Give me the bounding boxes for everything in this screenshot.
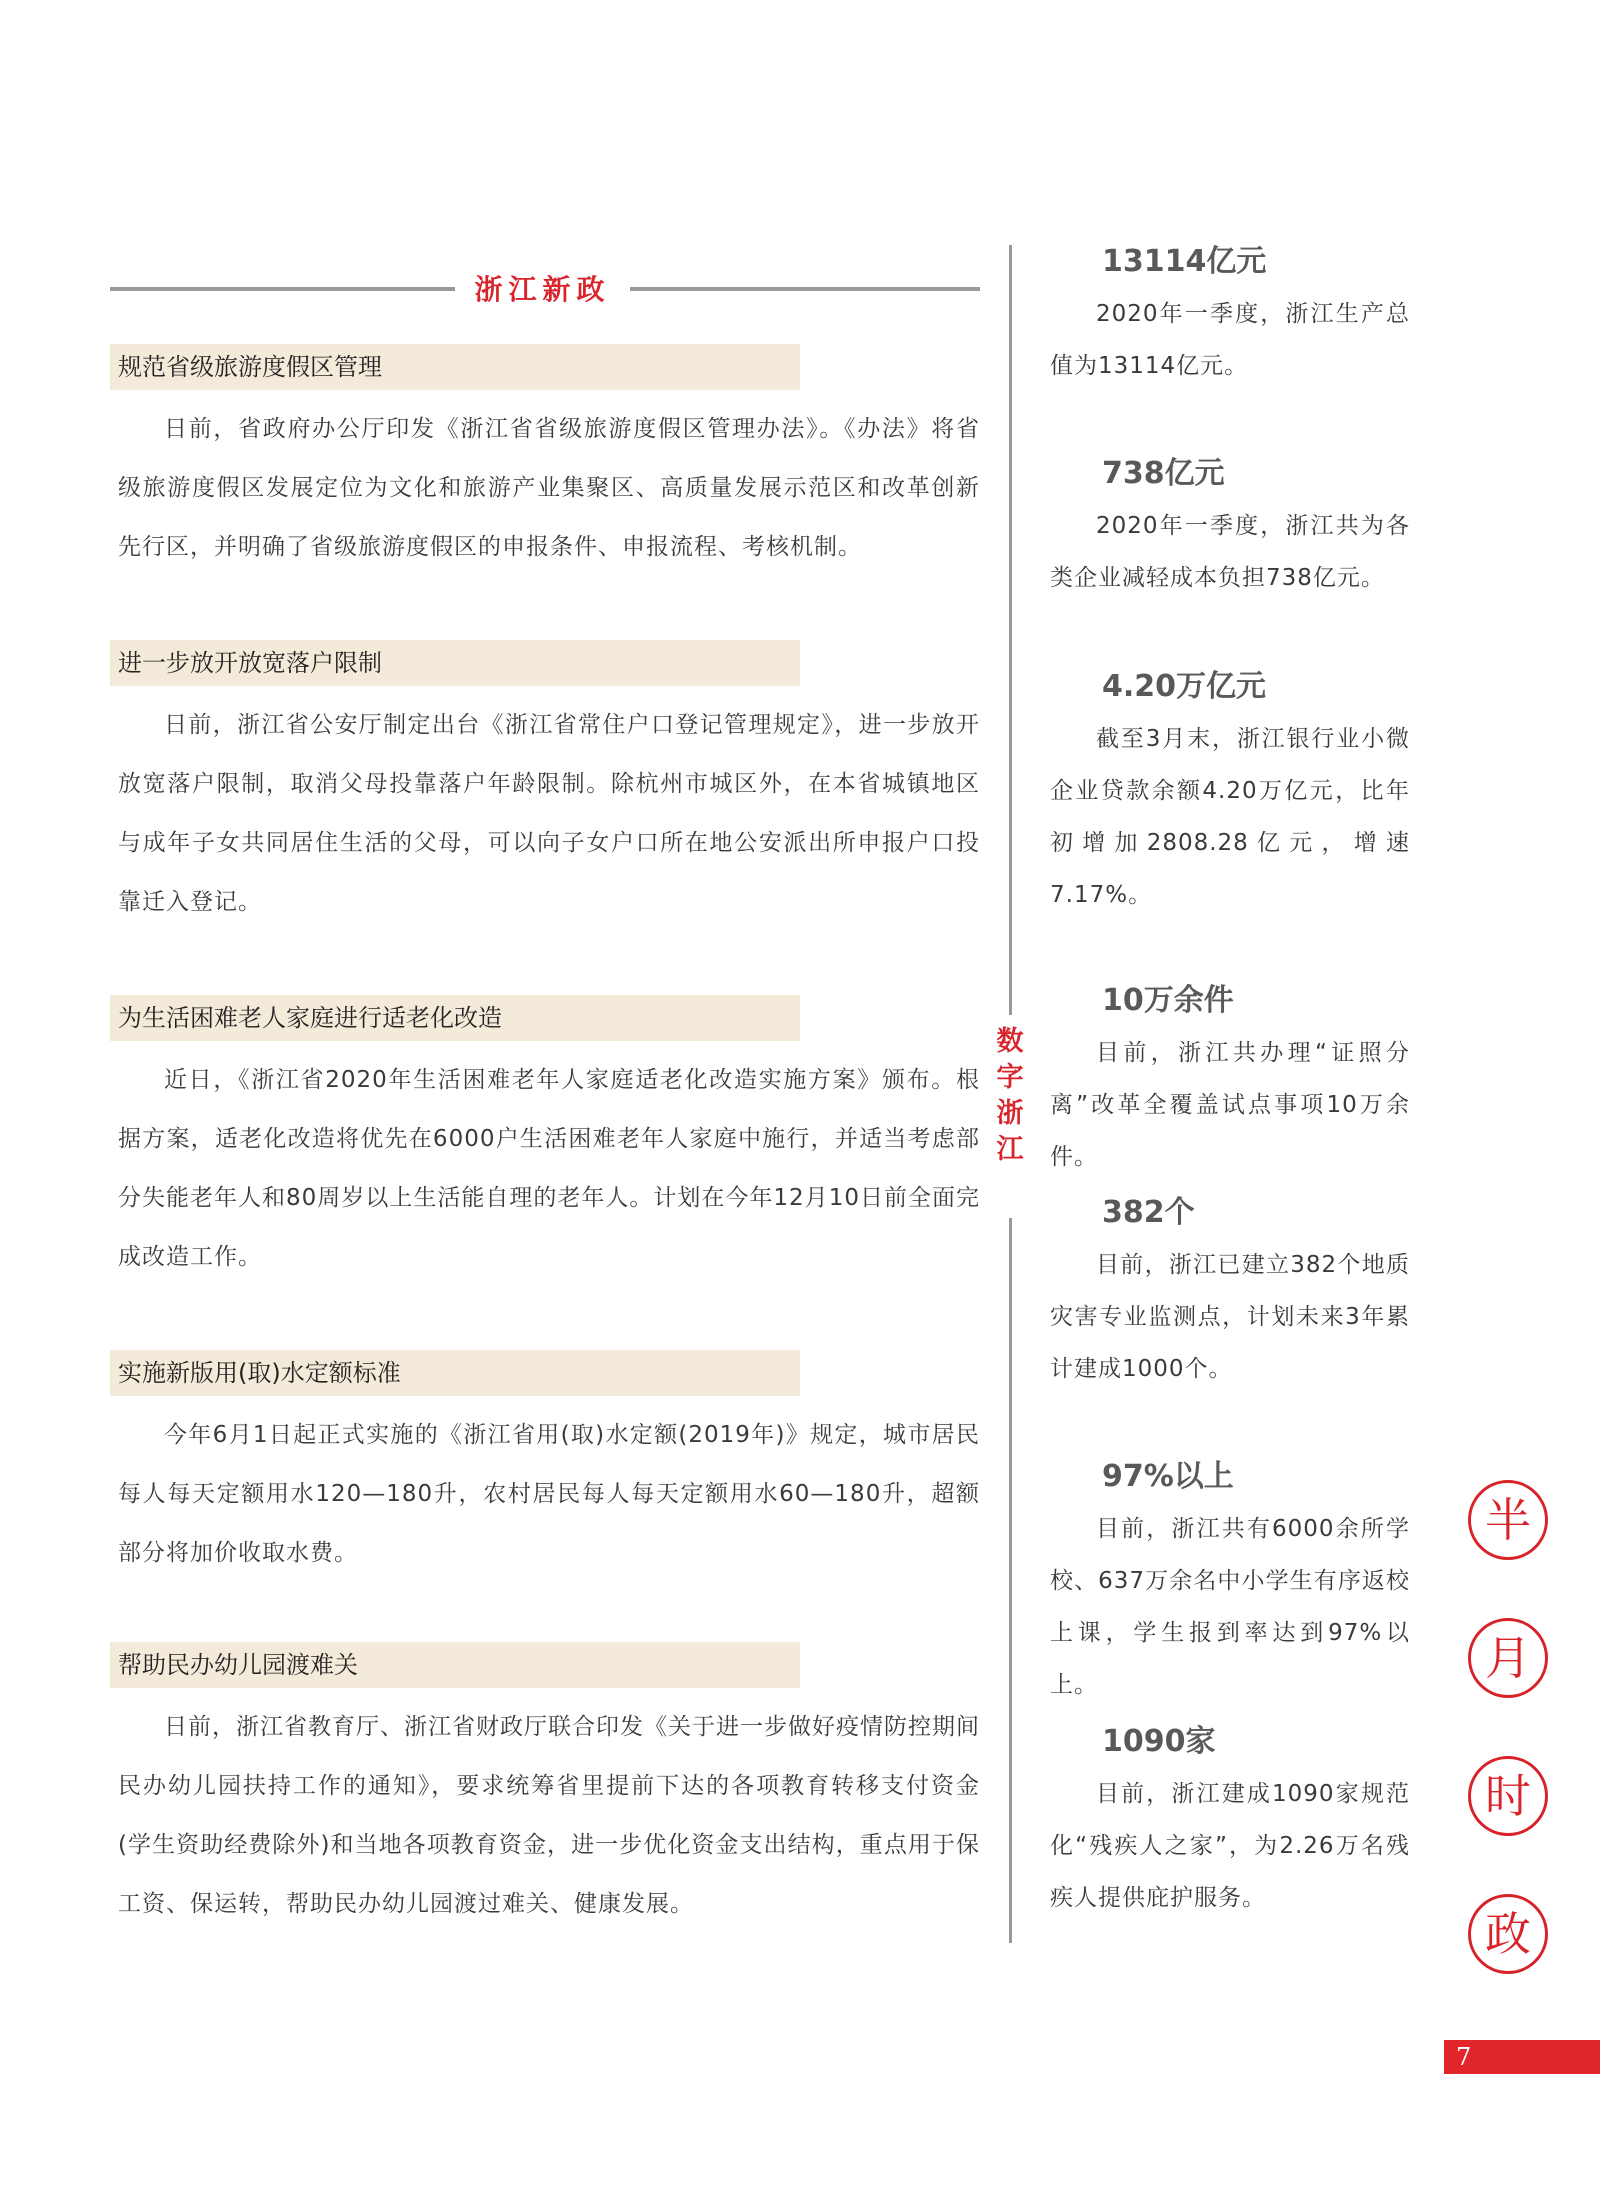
stat-desc: 目前，浙江建成1090家规范化“残疾人之家”，为2.26万名残疾人提供庇护服务。 [1050, 1781, 1410, 1911]
stat-item [1050, 979, 1410, 1183]
seal-char-zheng: 政 [1468, 1894, 1548, 1974]
news-body: 日前，浙江省教育厅、浙江省财政厅联合印发《关于进一步做好疫情防控期间民办幼儿园扶持工作的通知》，要求统筹省里提前下达的各项教育转移支付资金(学生资助经费除外)和当地各项教育资金，进一步优化资金支出结构，重点用于保工资、保运转，帮助民办幼儿园渡过难关、健康发展。 [118, 1714, 980, 1917]
side-label-char: 字 [996, 1062, 1024, 1093]
seal-char-ban: 半 [1468, 1480, 1548, 1560]
header-rule-right [630, 287, 980, 291]
side-label-char: 江 [996, 1134, 1024, 1165]
stat-item [1050, 240, 1410, 392]
page-number: 7 [1456, 2043, 1472, 2071]
news-item [110, 995, 980, 1287]
side-label [992, 1024, 1028, 1168]
news-heading: 为生活困难老人家庭进行适老化改造 [110, 995, 800, 1041]
news-heading: 实施新版用(取)水定额标准 [110, 1350, 800, 1396]
stat-value: 10万余件 [1102, 983, 1234, 1018]
stat-item [1050, 665, 1410, 921]
side-label-char: 浙 [996, 1098, 1024, 1129]
news-heading: 帮助民办幼儿园渡难关 [110, 1642, 800, 1688]
news-heading: 规范省级旅游度假区管理 [110, 344, 800, 390]
seal-char-yue: 月 [1468, 1618, 1548, 1698]
section-header [110, 268, 980, 312]
page-number-tab [1444, 2040, 1600, 2074]
stat-value: 4.20万亿元 [1102, 669, 1267, 704]
column-divider-bottom [1009, 1218, 1012, 1943]
side-label-char: 数 [996, 1026, 1024, 1057]
news-body: 今年6月1日起正式实施的《浙江省用(取)水定额(2019年)》规定，城市居民每人每天定额用水120—180升，农村居民每人每天定额用水60—180升，超额部分将加价收取水费。 [118, 1422, 980, 1566]
column-divider-top [1009, 245, 1012, 1015]
stat-item [1050, 1720, 1410, 1924]
stat-desc: 目前，浙江共办理“证照分离”改革全覆盖试点事项10万余件。 [1050, 1040, 1410, 1170]
header-rule-left [110, 287, 455, 291]
news-heading: 进一步放开放宽落户限制 [110, 640, 800, 686]
stat-item [1050, 452, 1410, 604]
stat-value: 13114亿元 [1102, 244, 1267, 279]
news-body: 日前，浙江省公安厅制定出台《浙江省常住户口登记管理规定》，进一步放开放宽落户限制，取消父母投靠落户年龄限制。除杭州市城区外，在本省城镇地区与成年子女共同居住生活的父母，可以向子女户口所在地公安派出所申报户口投靠迁入登记。 [118, 712, 980, 915]
seal-char-shi: 时 [1468, 1756, 1548, 1836]
stat-value: 382个 [1102, 1195, 1195, 1230]
news-body: 近日，《浙江省2020年生活困难老年人家庭适老化改造实施方案》颁布。根据方案，适老化改造将优先在6000户生活困难老年人家庭中施行，并适当考虑部分失能老年人和80周岁以上生活能自理的老年人。计划在今年12月10日前全面完成改造工作。 [118, 1067, 980, 1270]
stat-value: 97%以上 [1102, 1459, 1234, 1494]
news-item [110, 640, 980, 932]
stat-desc: 目前，浙江共有6000余所学校、637万余名中小学生有序返校上课，学生报到率达到97%以上。 [1050, 1516, 1410, 1698]
stat-item [1050, 1191, 1410, 1395]
news-body: 日前，省政府办公厅印发《浙江省省级旅游度假区管理办法》。《办法》将省级旅游度假区发展定位为文化和旅游产业集聚区、高质量发展示范区和改革创新先行区，并明确了省级旅游度假区的申报条件、申报流程、考核机制。 [118, 416, 980, 560]
stat-value: 738亿元 [1102, 456, 1225, 491]
stat-desc: 2020年一季度，浙江生产总值为13114亿元。 [1050, 301, 1410, 379]
news-item [110, 1642, 980, 1934]
section-title: 浙江新政 [474, 273, 611, 306]
news-item [110, 1350, 980, 1583]
news-item [110, 344, 980, 577]
stat-item [1050, 1455, 1410, 1711]
stat-value: 1090家 [1102, 1724, 1216, 1759]
stat-desc: 截至3月末，浙江银行业小微企业贷款余额4.20万亿元，比年初增加2808.28亿元，增速7.17%。 [1050, 726, 1410, 908]
stat-desc: 2020年一季度，浙江共为各类企业减轻成本负担738亿元。 [1050, 513, 1410, 591]
stat-desc: 目前，浙江已建立382个地质灾害专业监测点，计划未来3年累计建成1000个。 [1050, 1252, 1410, 1382]
